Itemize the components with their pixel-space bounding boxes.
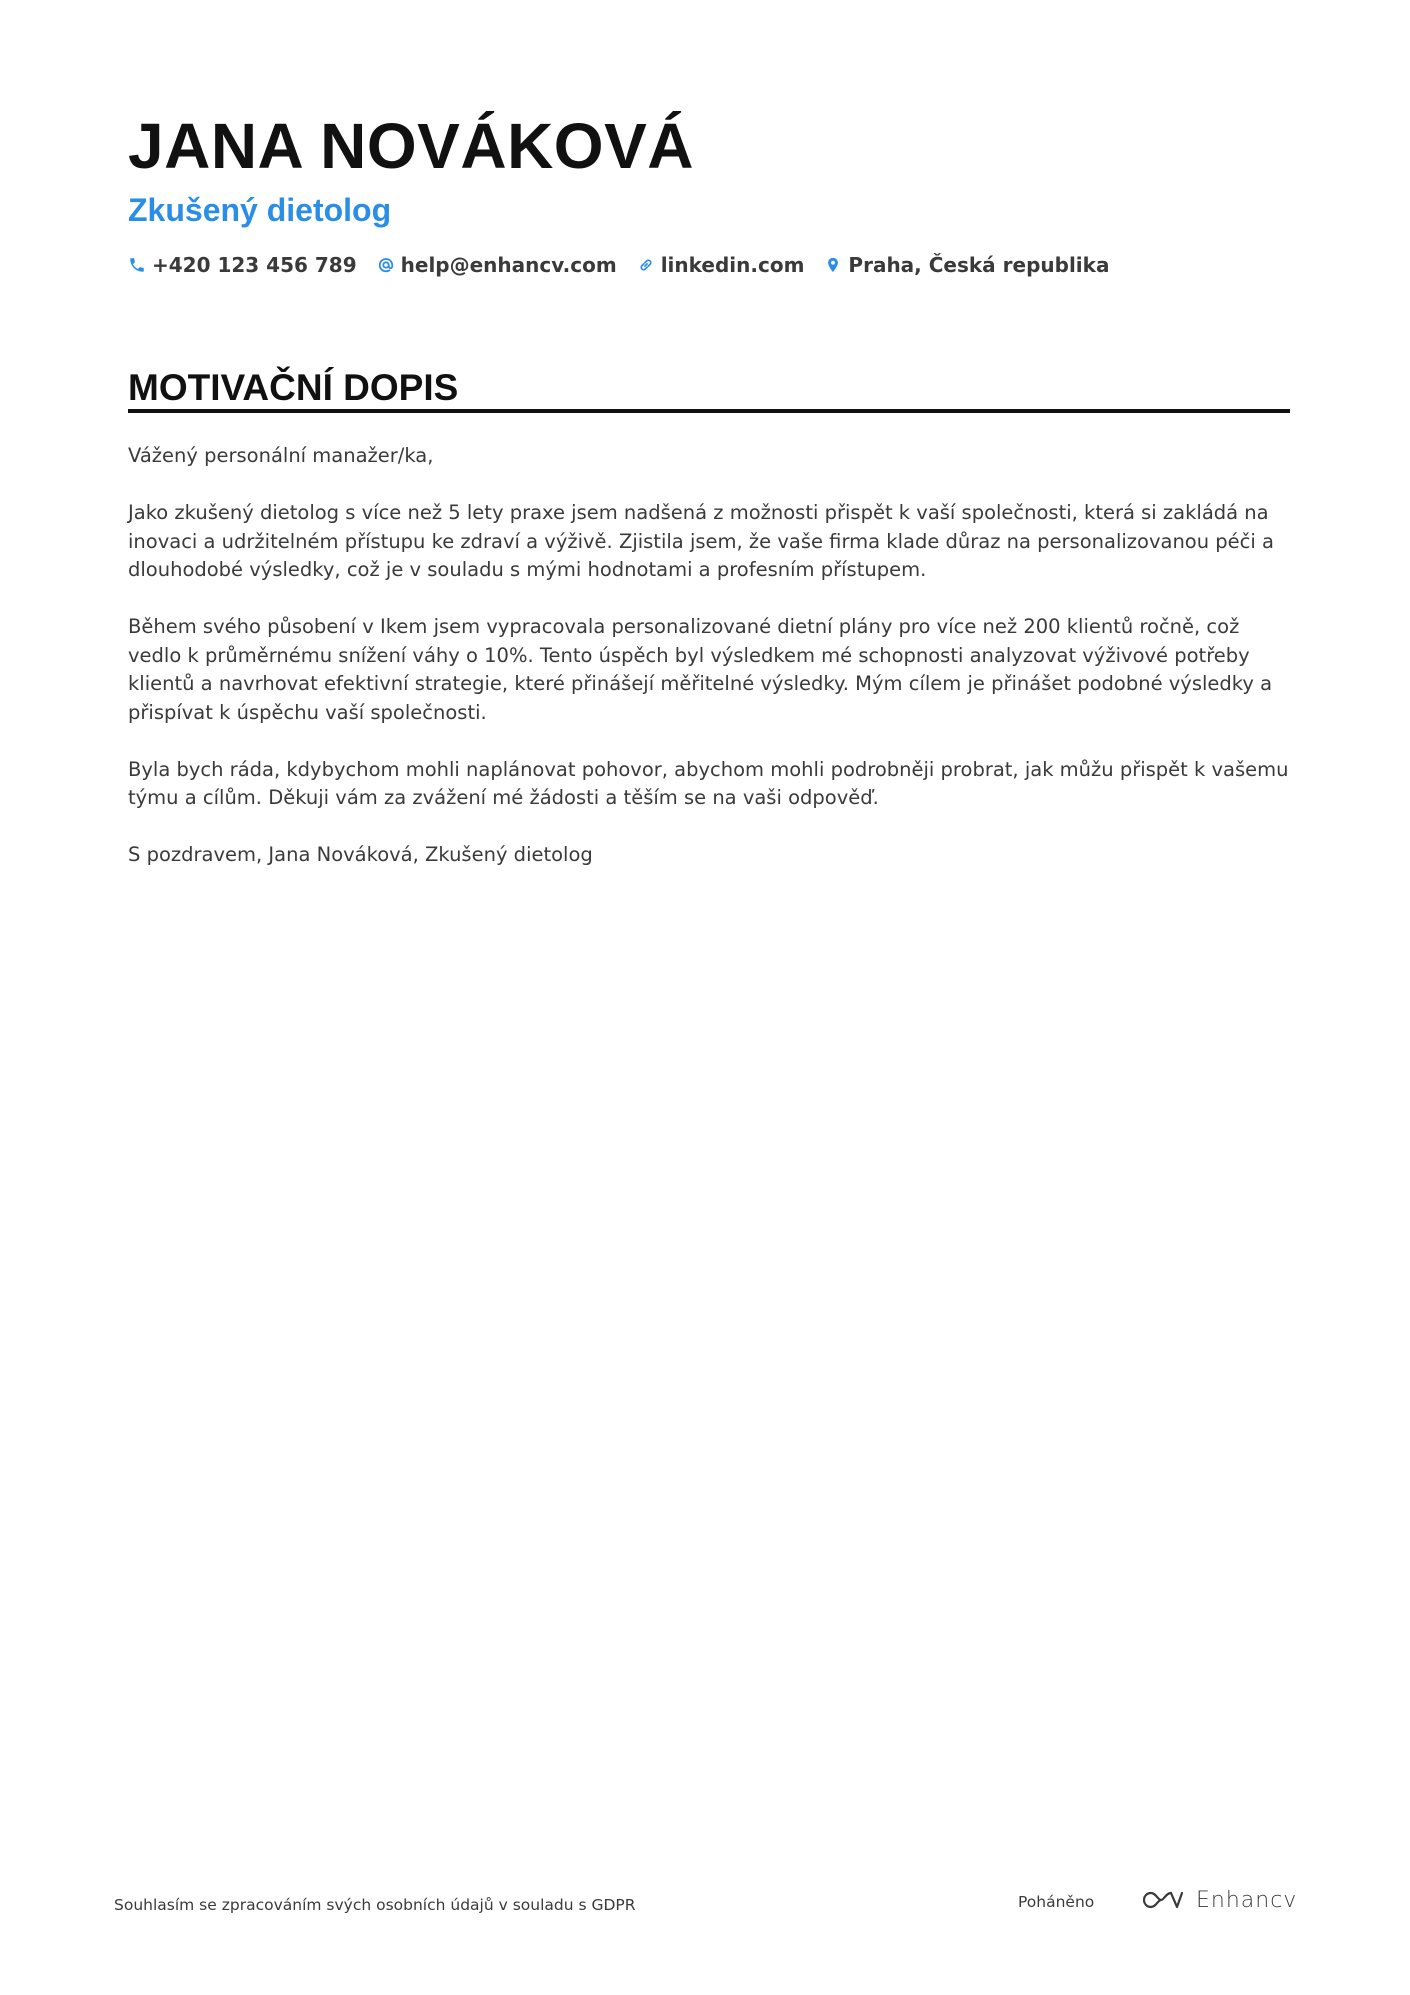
contact-bar [128, 253, 1109, 277]
enhancv-logo-icon [1138, 1887, 1184, 1913]
letter-paragraph: Byla bych ráda, kdybychom mohli naplánovat pohovor, abychom mohli podrobněji probrat, jak můžu přispět k vašemu týmu a cílům. Děkuji vám za zvážení mé žádosti a těším se na vaši odpověď. [128, 757, 1289, 809]
location-pin-icon [824, 256, 842, 274]
location-text: Praha, Česká republika [848, 253, 1110, 277]
candidate-name: JANA NOVÁKOVÁ [128, 110, 694, 182]
contact-phone [128, 253, 357, 277]
brand-name: Enhancv [1196, 1887, 1298, 1913]
section-title: MOTIVAČNÍ DOPIS [128, 367, 459, 408]
section-divider [128, 409, 1290, 413]
contact-location [824, 253, 1109, 277]
phone-icon [128, 256, 146, 274]
phone-number: +420 123 456 789 [152, 253, 357, 277]
contact-linkedin[interactable] [637, 253, 805, 277]
letter-body [128, 442, 1290, 898]
letter-closing: S pozdravem, Jana Nováková, Zkušený dietolog [128, 843, 593, 866]
gdpr-consent-text: Souhlasím se zpracováním svých osobních údajů v souladu s GDPR [114, 1896, 636, 1914]
letter-greeting: Vážený personální manažer/ka, [128, 444, 434, 467]
contact-email[interactable] [377, 253, 617, 277]
link-icon [637, 256, 655, 274]
job-title: Zkušený dietolog [128, 192, 392, 228]
at-icon [377, 256, 395, 274]
letter-paragraph: Během svého působení v Ikem jsem vypracovala personalizované dietní plány pro více než 200 klientů ročně, což vedlo k průměrnému snížení váhy o 10%. Tento úspěch byl výsledkem mé schopnosti analyzovat výživové potřeby klientů a navrhovat efektivní strategie, které přinášejí měřitelné výsledky. Mým cílem je přinášet podobné výsledky a přispívat k úspěchu vaší společnosti. [128, 615, 1273, 724]
linkedin-link[interactable]: linkedin.com [660, 253, 805, 277]
email-address[interactable]: help@enhancv.com [400, 253, 617, 277]
letter-paragraph: Jako zkušený dietolog s více než 5 lety praxe jsem nadšená z možnosti přispět k vaší společnosti, která si zakládá na inovaci a udržitelném přístupu ke zdraví a výživě. Zjistila jsem, že vaše firma klade důraz na personalizovanou péči a dlouhodobé výsledky, což je v souladu s mými hodnotami a profesním přístupem. [128, 501, 1274, 581]
enhancv-brand[interactable] [1138, 1887, 1297, 1913]
powered-by-label: Poháněno [1018, 1893, 1095, 1911]
